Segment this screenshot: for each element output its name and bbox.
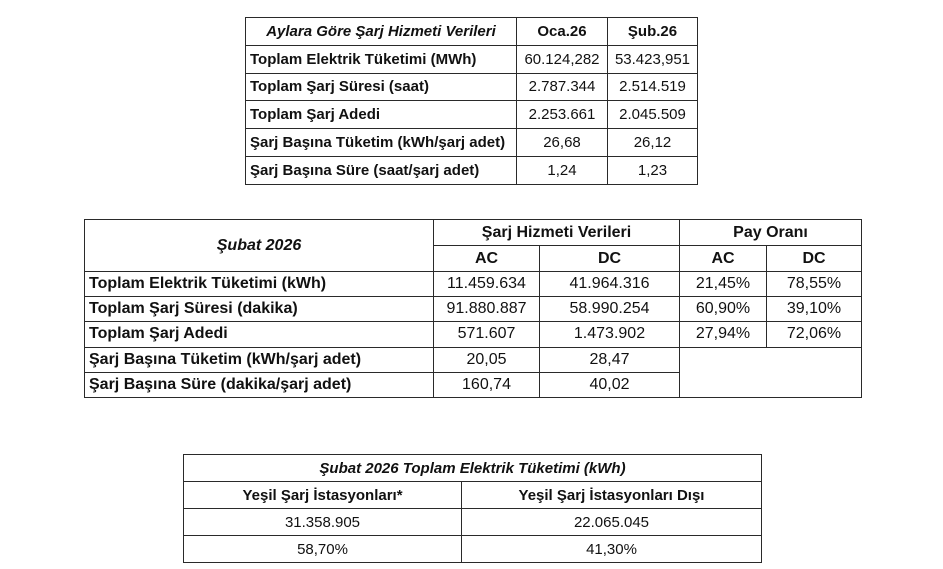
cell-value: 27,94% xyxy=(680,322,767,347)
green-station-table xyxy=(183,454,762,563)
table-title: Şubat 2026 Toplam Elektrik Tüketimi (kWh) xyxy=(184,455,762,482)
row-label: Toplam Elektrik Tüketimi (kWh) xyxy=(85,272,434,297)
cell-value: 21,45% xyxy=(680,272,767,297)
cell-value: 22.065.045 xyxy=(462,509,762,536)
cell-value: 26,68 xyxy=(517,129,608,157)
table-row xyxy=(184,509,762,536)
cell-value: 1.473.902 xyxy=(540,322,680,347)
row-label: Toplam Şarj Adedi xyxy=(246,101,517,129)
monthly-charging-table xyxy=(245,17,698,185)
cell-value: 78,55% xyxy=(767,272,862,297)
row-label: Şarj Başına Tüketim (kWh/şarj adet) xyxy=(85,347,434,372)
cell-value: 53.423,951 xyxy=(608,45,698,73)
header-non-green-stations: Yeşil Şarj İstasyonları Dışı xyxy=(462,482,762,509)
header-green-stations: Yeşil Şarj İstasyonları* xyxy=(184,482,462,509)
cell-value: 28,47 xyxy=(540,347,680,372)
row-label: Toplam Elektrik Tüketimi (MWh) xyxy=(246,45,517,73)
cell-value: 571.607 xyxy=(434,322,540,347)
cell-value: 160,74 xyxy=(434,372,540,397)
table-row xyxy=(246,45,698,73)
table-row xyxy=(184,536,762,563)
cell-value: 1,23 xyxy=(608,156,698,184)
cell-value: 26,12 xyxy=(608,129,698,157)
table-row xyxy=(246,156,698,184)
cell-value: 39,10% xyxy=(767,297,862,322)
table-row xyxy=(246,73,698,101)
table-row xyxy=(246,101,698,129)
ac-dc-breakdown-table xyxy=(84,219,862,398)
group-header-row xyxy=(85,220,862,246)
table-row xyxy=(85,297,862,322)
cell-value: 41.964.316 xyxy=(540,272,680,297)
sub-header-dc: DC xyxy=(540,246,680,272)
cell-value: 31.358.905 xyxy=(184,509,462,536)
cell-value: 20,05 xyxy=(434,347,540,372)
table-row xyxy=(85,322,862,347)
group-header-service-data: Şarj Hizmeti Verileri xyxy=(434,220,680,246)
sub-header-dc-share: DC xyxy=(767,246,862,272)
table-header-row xyxy=(246,18,698,46)
cell-value: 40,02 xyxy=(540,372,680,397)
table-title: Şubat 2026 xyxy=(85,220,434,272)
cell-value: 41,30% xyxy=(462,536,762,563)
cell-value: 60.124,282 xyxy=(517,45,608,73)
row-label: Toplam Şarj Süresi (saat) xyxy=(246,73,517,101)
row-label: Şarj Başına Süre (dakika/şarj adet) xyxy=(85,372,434,397)
cell-value: 1,24 xyxy=(517,156,608,184)
table-title: Aylara Göre Şarj Hizmeti Verileri xyxy=(246,18,517,46)
sub-header-ac-share: AC xyxy=(680,246,767,272)
cell-value: 2.787.344 xyxy=(517,73,608,101)
row-label: Şarj Başına Süre (saat/şarj adet) xyxy=(246,156,517,184)
sub-header-ac: AC xyxy=(434,246,540,272)
cell-value: 2.045.509 xyxy=(608,101,698,129)
column-header-jan: Oca.26 xyxy=(517,18,608,46)
table-title-row xyxy=(184,455,762,482)
cell-value: 58.990.254 xyxy=(540,297,680,322)
cell-value: 91.880.887 xyxy=(434,297,540,322)
table-row xyxy=(246,129,698,157)
cell-value: 60,90% xyxy=(680,297,767,322)
empty-merged-cell xyxy=(680,347,862,397)
column-header-feb: Şub.26 xyxy=(608,18,698,46)
row-label: Şarj Başına Tüketim (kWh/şarj adet) xyxy=(246,129,517,157)
cell-value: 11.459.634 xyxy=(434,272,540,297)
cell-value: 58,70% xyxy=(184,536,462,563)
cell-value: 2.514.519 xyxy=(608,73,698,101)
group-header-share-ratio: Pay Oranı xyxy=(680,220,862,246)
table-header-row xyxy=(184,482,762,509)
row-label: Toplam Şarj Süresi (dakika) xyxy=(85,297,434,322)
cell-value: 2.253.661 xyxy=(517,101,608,129)
cell-value: 72,06% xyxy=(767,322,862,347)
row-label: Toplam Şarj Adedi xyxy=(85,322,434,347)
table-row xyxy=(85,272,862,297)
table-row xyxy=(85,347,862,372)
